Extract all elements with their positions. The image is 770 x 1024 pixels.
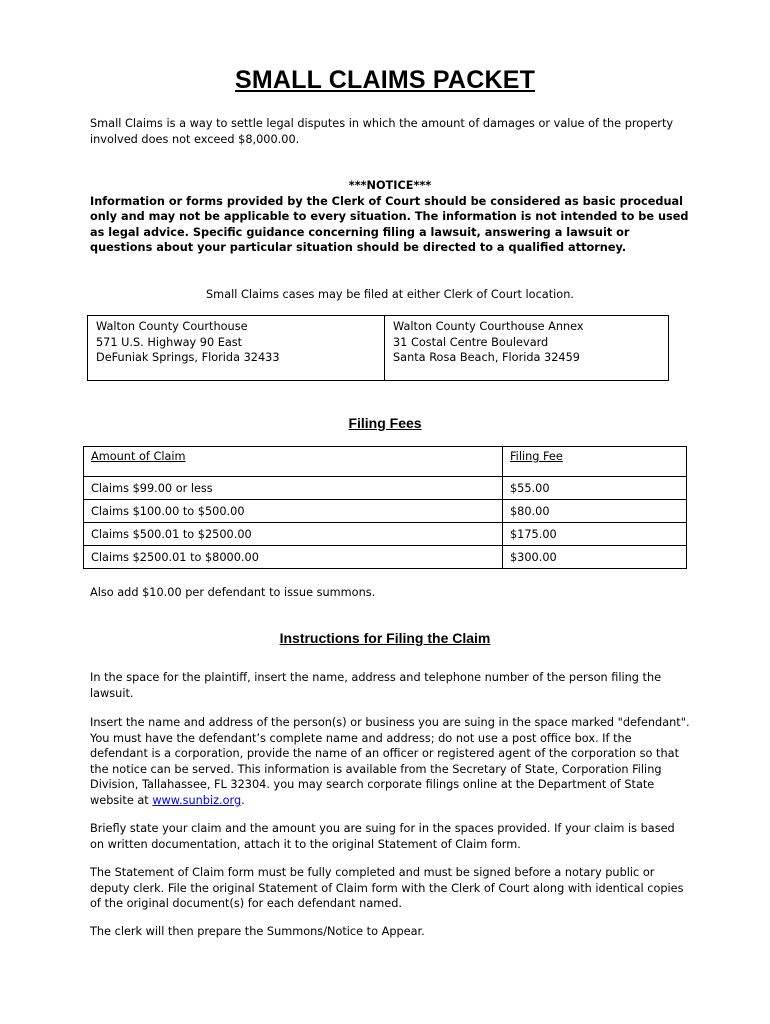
location-name: Walton County Courthouse Annex [393, 320, 584, 333]
locations-intro: Small Claims cases may be filed at either Clerk of Court location. [206, 288, 574, 301]
sunbiz-link[interactable]: www.sunbiz.org [152, 793, 242, 807]
notice-block [90, 178, 690, 256]
filing-fee-cell: $80.00 [503, 500, 687, 523]
filing-fee-cell: $175.00 [503, 523, 687, 546]
column-header-amount: Amount of Claim [91, 450, 186, 463]
table-row [84, 523, 687, 546]
locations-table [87, 315, 669, 381]
column-header-fee: Filing Fee [510, 450, 563, 463]
defendant-instructions-text: Insert the name and address of the person(s) or business you are suing in the space marked "defendant". You must have the defendant’s complete name and address; do not use a post office box. If the defendant is a corporation, provide the name of an officer or registered agent of the corporation so that the notice can be served. This information is available from the Secretary of State, Corporation Filing Division, Tallahassee, FL 32304. you may search corporate filings online at the Department of State website at [90, 716, 690, 807]
table-row [84, 477, 687, 500]
claim-amount-cell: Claims $2500.01 to $8000.00 [84, 546, 503, 569]
claim-amount-cell: Claims $100.00 to $500.00 [84, 500, 503, 523]
instructions-heading: Instructions for Filing the Claim [279, 630, 491, 646]
table-header-row [84, 447, 687, 477]
summons-fee-note: Also add $10.00 per defendant to issue summons. [90, 586, 376, 599]
filing-fees-table [83, 446, 687, 569]
claim-amount-cell: Claims $99.00 or less [84, 477, 503, 500]
notice-body: Information or forms provided by the Clerk of Court should be considered as basic procedual only and may not be applicable to every situation. The information is not intended to be used as legal advice. Specific guidance concerning filing a lawsuit, answering a lawsuit or questions about your particular situation should be directed to a qualified attorney. [90, 194, 689, 255]
filing-fee-cell: $55.00 [503, 477, 687, 500]
location-address: 31 Costal Centre Boulevard [393, 335, 549, 349]
notice-heading: ***NOTICE*** [348, 179, 432, 192]
location-cell [88, 316, 385, 380]
filing-fees-heading: Filing Fees [348, 415, 422, 431]
claim-amount-cell: Claims $500.01 to $2500.00 [84, 523, 503, 546]
location-cell [385, 316, 592, 380]
location-city: DeFuniak Springs, Florida 32433 [96, 351, 280, 365]
table-row [84, 500, 687, 523]
instruction-paragraph-claim: Briefly state your claim and the amount you are suing for in the spaces provided. If your claim is based on written documentation, attach it to the original Statement of Claim form. [90, 822, 675, 851]
page-title: SMALL CLAIMS PACKET [234, 66, 536, 94]
location-address: 571 U.S. Highway 90 East [96, 335, 243, 349]
defendant-instructions-end: . [241, 793, 245, 807]
instruction-paragraph-summons: The clerk will then prepare the Summons/Notice to Appear. [90, 925, 425, 938]
instruction-paragraph-defendant [90, 715, 690, 809]
intro-paragraph: Small Claims is a way to settle legal disputes in which the amount of damages or value of the property involved does not exceed $8,000.00. [90, 117, 674, 146]
location-city: Santa Rosa Beach, Florida 32459 [393, 351, 580, 365]
location-name: Walton County Courthouse [96, 320, 248, 333]
table-row [84, 546, 687, 569]
instruction-paragraph-plaintiff: In the space for the plaintiff, insert the name, address and telephone number of the person filing the lawsuit. [90, 671, 662, 700]
filing-fee-cell: $300.00 [503, 546, 687, 569]
instruction-paragraph-statement: The Statement of Claim form must be fully completed and must be signed before a notary public or deputy clerk. File the original Statement of Claim form with the Clerk of Court along with identical copies of the original document(s) for each defendant named. [90, 866, 684, 911]
